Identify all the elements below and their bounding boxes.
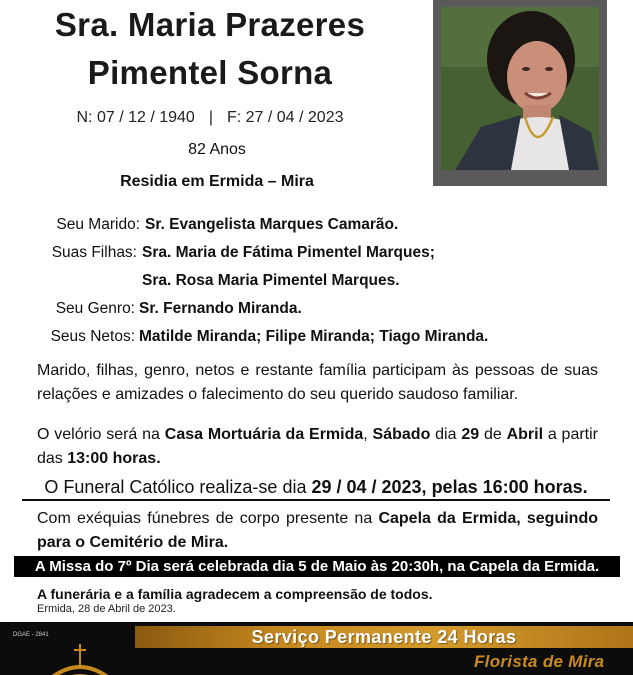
wake-text-2: , [363, 426, 373, 443]
exequies-paragraph [37, 507, 598, 555]
deceased-name-line1: Sra. Maria Prazeres [54, 6, 366, 43]
wake-text-5: a partir das [37, 426, 598, 467]
wake-text-1: O velório será na [37, 426, 165, 443]
portrait-photo [441, 7, 599, 170]
service-text: Serviço Permanente 24 Horas [251, 627, 517, 647]
wake-day: Sábado [372, 426, 431, 443]
funeral-home-logo-icon [18, 632, 128, 675]
announcement-paragraph: Marido, filhas, genro, netos e restante família participam às pessoas de suas relações e amizades o falecimento do seu querido saudoso familiar. [37, 362, 598, 403]
wake-text-4: de [479, 426, 507, 443]
exequies-text: Com exéquias fúnebres de corpo presente na [37, 510, 379, 527]
grandchildren-value: Matilde Miranda; Filipe Miranda; Tiago Miranda. [139, 328, 489, 345]
service-band [135, 626, 633, 648]
residence: Residia em Ermida – Mira [120, 173, 314, 190]
wake-month: Abril [506, 426, 544, 443]
husband-label: Seu Marido: [56, 216, 140, 233]
funeral-line [22, 477, 610, 501]
funeral-text: O Funeral Católico realiza-se dia [44, 477, 312, 497]
grandchildren-label: Seus Netos: [50, 328, 135, 345]
wake-paragraph [37, 423, 598, 471]
exequies-place: Capela da Ermida, seguindo para o Cemitério de Mira. [37, 510, 598, 551]
husband-value: Sr. Evangelista Marques Camarão. [145, 216, 399, 233]
mass-banner: A Missa do 7º Dia será celebrada dia 5 de Maio às 20:30h, na Capela da Ermida. [14, 556, 620, 577]
portrait-illustration [441, 7, 599, 170]
funeral-datetime: 29 / 04 / 2023, pelas 16:00 horas. [311, 477, 588, 497]
wake-date-day: 29 [461, 426, 480, 443]
portrait-frame [433, 0, 607, 186]
dates-line [0, 109, 420, 127]
wake-time: 13:00 horas. [67, 450, 161, 467]
death-date: F: 27 / 04 / 2023 [226, 109, 344, 126]
thanks-text: A funerária e a família agradecem a compreensão de todos. [37, 586, 433, 602]
daughter-1: Sra. Maria de Fátima Pimentel Marques; [142, 244, 435, 261]
wake-place: Casa Mortuária da Ermida [164, 426, 364, 443]
deceased-name-line2: Pimentel Sorna [87, 54, 333, 91]
daughter-2: Sra. Rosa Maria Pimentel Marques. [142, 272, 400, 289]
soninlaw-label: Seu Genro: [55, 300, 135, 317]
dgae-code: DGAE - 2841 [13, 632, 49, 638]
age: 82 Anos [188, 141, 246, 158]
florist-name: Florista de Mira [474, 652, 605, 671]
place-date: Ermida, 28 de Abril de 2023. [37, 603, 176, 615]
soninlaw-value: Sr. Fernando Miranda. [139, 300, 302, 317]
birth-date: N: 07 / 12 / 1940 [76, 109, 195, 126]
date-separator: | [208, 109, 213, 126]
footer-banner [0, 622, 633, 675]
wake-text-3: dia [430, 426, 462, 443]
daughters-label: Suas Filhas: [51, 244, 137, 261]
